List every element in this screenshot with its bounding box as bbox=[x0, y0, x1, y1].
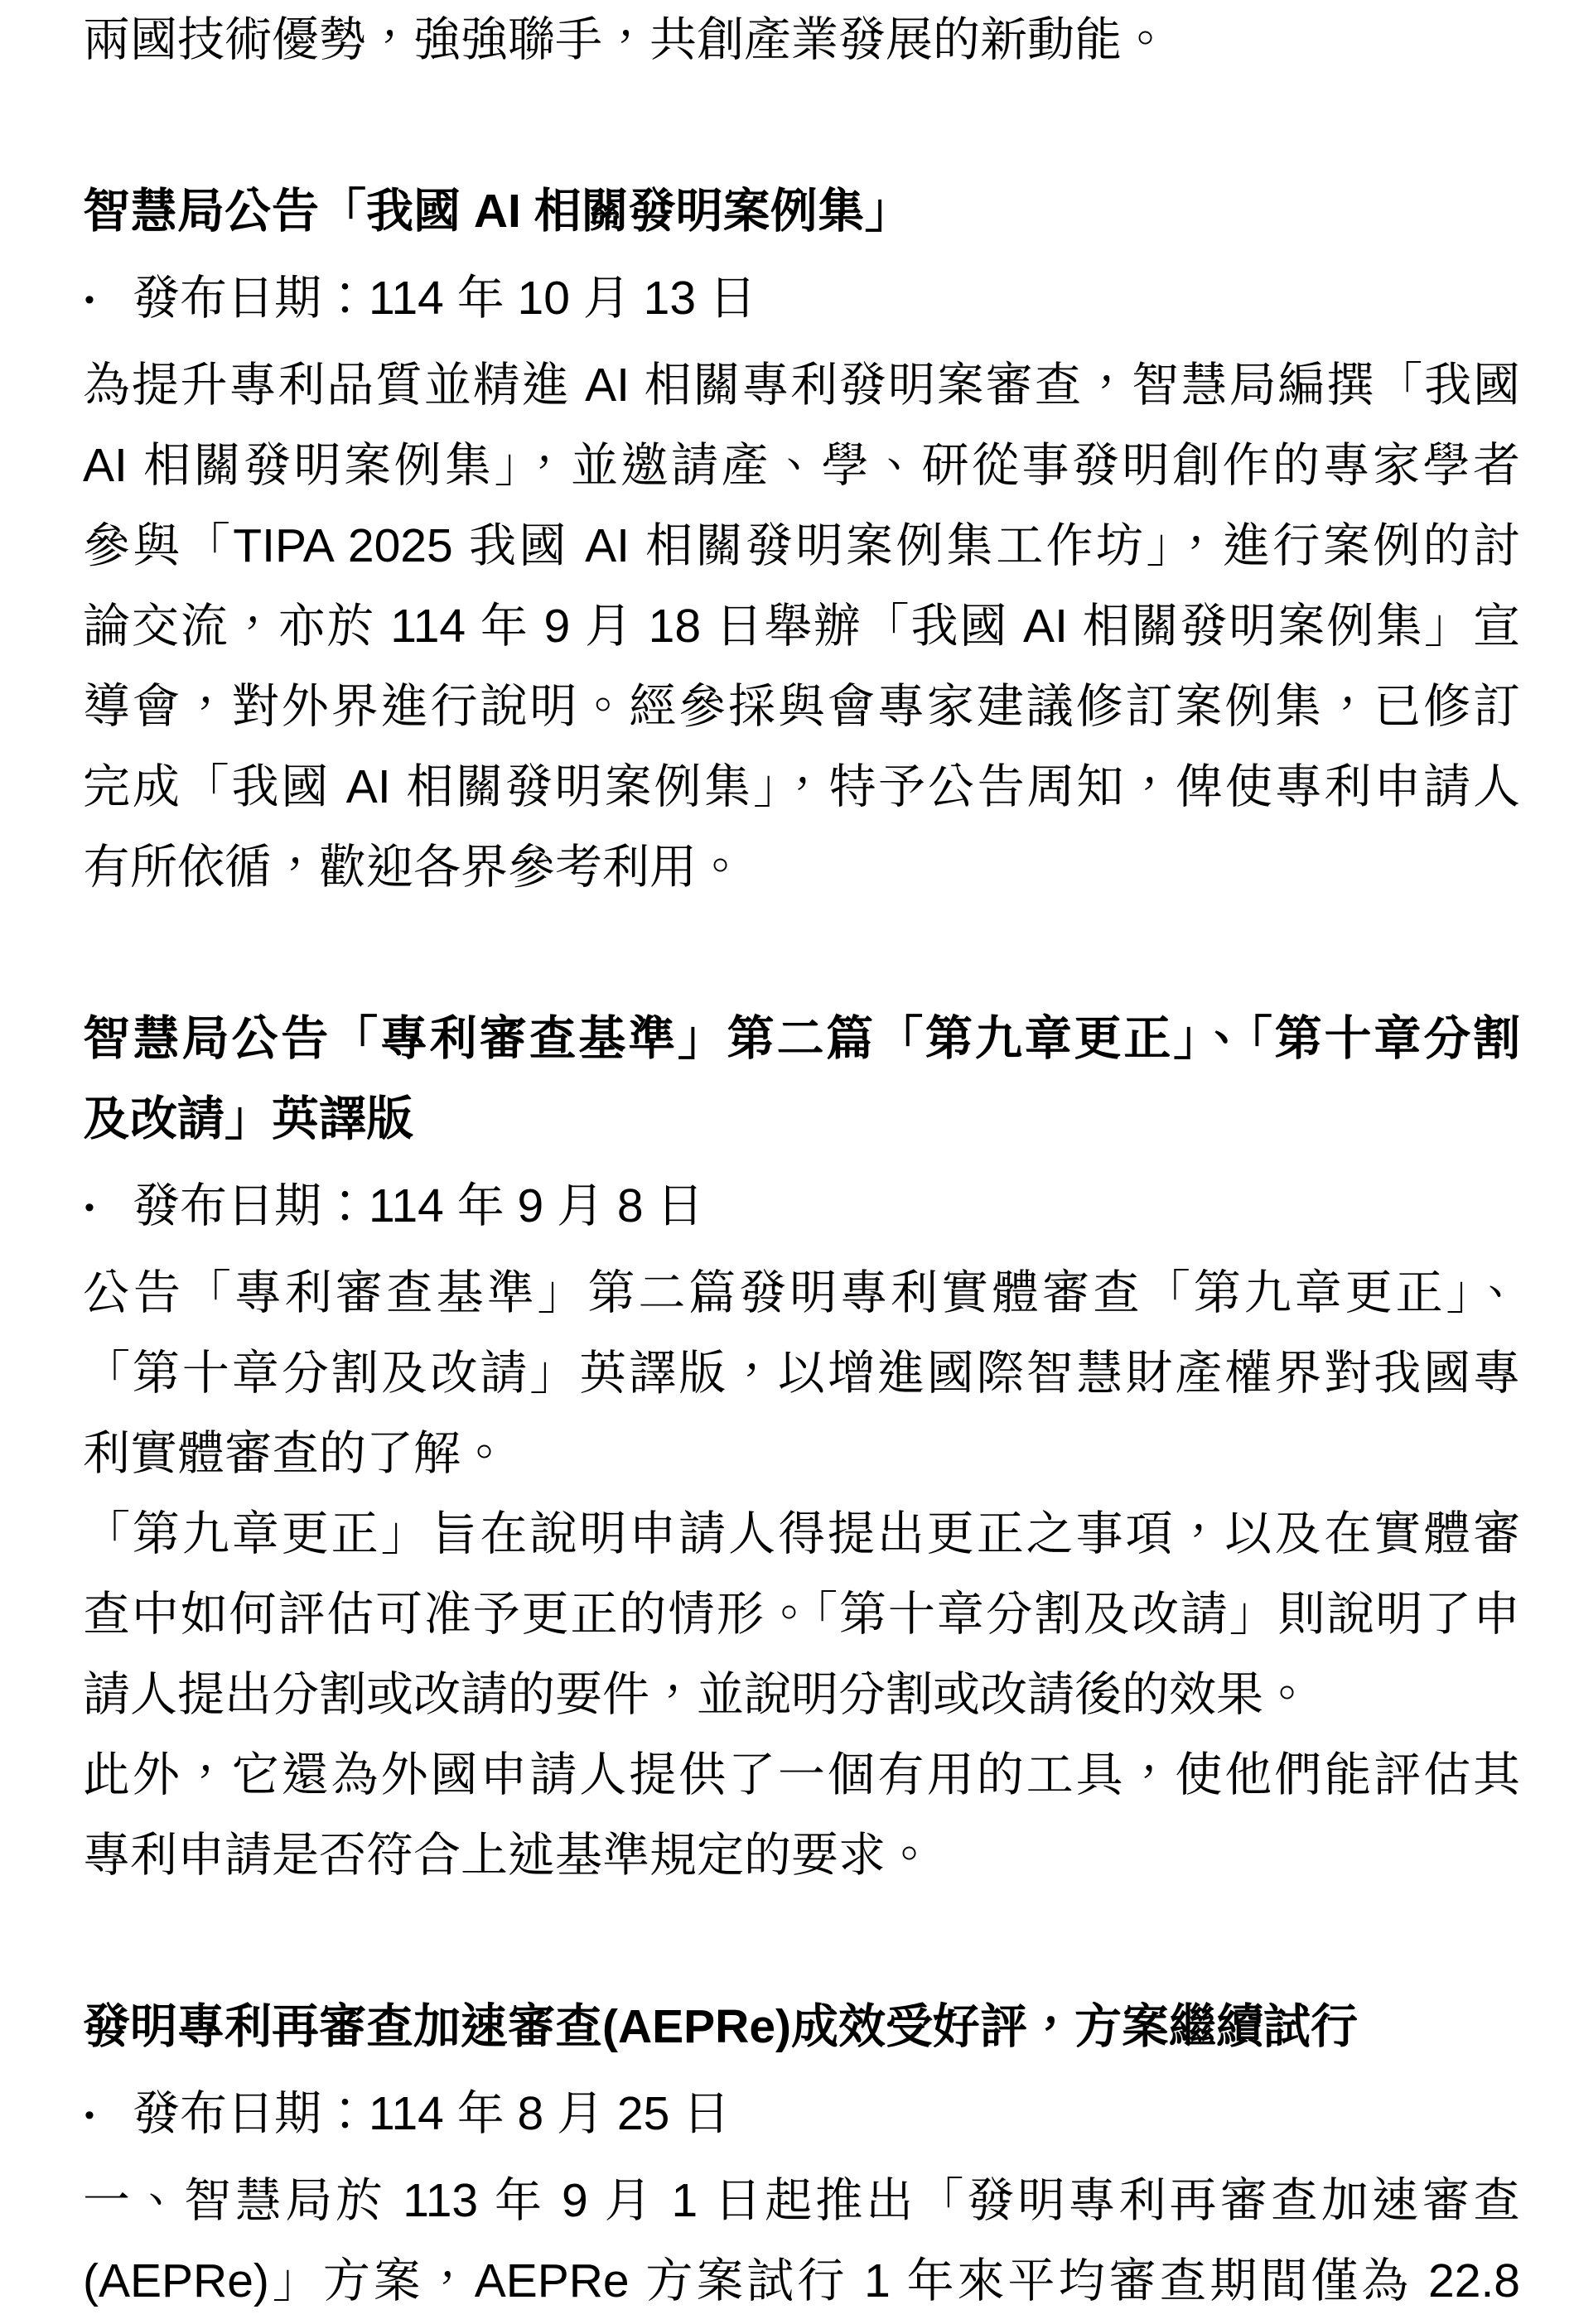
paragraph-line: 請人提出分割或改請的要件，並說明分割或改請後的效果。 bbox=[83, 1668, 1311, 1721]
publish-date: 發布日期：114 年 8 月 25 日 bbox=[133, 2087, 731, 2140]
paragraph-line: 論交流，亦於 114 年 9 月 18 日舉辦「我國 AI 相關發明案例集」宣 bbox=[83, 600, 1520, 653]
paragraph-line: 為提升專利品質並精進 AI 相關專利發明案審查，智慧局編撰「我國 bbox=[83, 359, 1520, 412]
section-guidelines-translation bbox=[83, 999, 1520, 1896]
bullet-icon: • bbox=[84, 2100, 94, 2131]
bullet-icon: • bbox=[84, 1192, 94, 1223]
paragraph-line: 公告「專利審查基準」第二篇發明專利實體審查「第九章更正」、 bbox=[83, 1266, 1520, 1319]
section-paragraph bbox=[83, 1253, 1520, 1494]
heading-line: 發明專利再審查加速審查(AEPRe)成效受好評，方案繼續試行 bbox=[83, 2000, 1359, 2053]
paragraph-line: 有所依循，歡迎各界參考利用。 bbox=[83, 841, 744, 894]
publish-date: 發布日期：114 年 9 月 8 日 bbox=[133, 1179, 704, 1232]
publish-date: 發布日期：114 年 10 月 13 日 bbox=[133, 272, 756, 325]
paragraph-line: 「第九章更正」旨在說明申請人得提出更正之事項，以及在實體審 bbox=[83, 1507, 1520, 1560]
paragraph-line: 兩國技術優勢，強強聯手，共創產業發展的新動能。 bbox=[83, 13, 1169, 66]
paragraph-line: 查中如何評估可准予更正的情形。「第十章分割及改請」則說明了申 bbox=[83, 1588, 1520, 1641]
section-paragraph bbox=[83, 1735, 1520, 1896]
section-paragraph bbox=[83, 1494, 1520, 1735]
paragraph-line: 完成「我國 AI 相關發明案例集」，特予公告周知，俾使專利申請人 bbox=[83, 760, 1520, 813]
paragraph-line: 此外，它還為外國申請人提供了一個有用的工具，使他們能評估其 bbox=[83, 1748, 1520, 1801]
intro-paragraph bbox=[83, 0, 1520, 80]
paragraph-line: 參與「TIPA 2025 我國 AI 相關發明案例集工作坊」，進行案例的討 bbox=[83, 519, 1520, 572]
bullet-icon: • bbox=[84, 284, 94, 316]
heading-line: 智慧局公告「專利審查基準」第二篇「第九章更正」、「第十章分割 bbox=[83, 1012, 1520, 1065]
paragraph-line: (AEPRe)」方案，AEPRe 方案試行 1 年來平均審查期間僅為 22.8 bbox=[83, 2254, 1520, 2307]
section-heading bbox=[83, 171, 1520, 252]
section-paragraph bbox=[83, 345, 1520, 908]
publish-date-item bbox=[83, 2074, 1520, 2154]
paragraph-line: 導會，對外界進行說明。經參採與會專家建議修訂案例集，已修訂 bbox=[83, 680, 1520, 733]
paragraph-line: 一、智慧局於 113 年 9 月 1 日起推出「發明專利再審查加速審查 bbox=[83, 2174, 1520, 2227]
paragraph-line: 「第十章分割及改請」英譯版，以增進國際智慧財產權界對我國專 bbox=[83, 1347, 1520, 1400]
publish-date-item bbox=[83, 258, 1520, 339]
paragraph-line: 利實體審查的了解。 bbox=[83, 1427, 508, 1480]
heading-line: 智慧局公告「我國 AI 相關發明案例集」 bbox=[83, 185, 912, 238]
paragraph-line: 專利申請是否符合上述基準規定的要求。 bbox=[83, 1829, 933, 1882]
section-heading bbox=[83, 1987, 1520, 2067]
section-paragraph bbox=[83, 2161, 1520, 2322]
section-ai-case-collection bbox=[83, 171, 1520, 908]
section-aepre-program bbox=[83, 1987, 1520, 2322]
publish-date-item bbox=[83, 1166, 1520, 1246]
section-heading bbox=[83, 999, 1520, 1160]
paragraph-line: AI 相關發明案例集」，並邀請產、學、研從事發明創作的專家學者 bbox=[83, 439, 1520, 492]
heading-line: 及改請」英譯版 bbox=[83, 1092, 413, 1145]
